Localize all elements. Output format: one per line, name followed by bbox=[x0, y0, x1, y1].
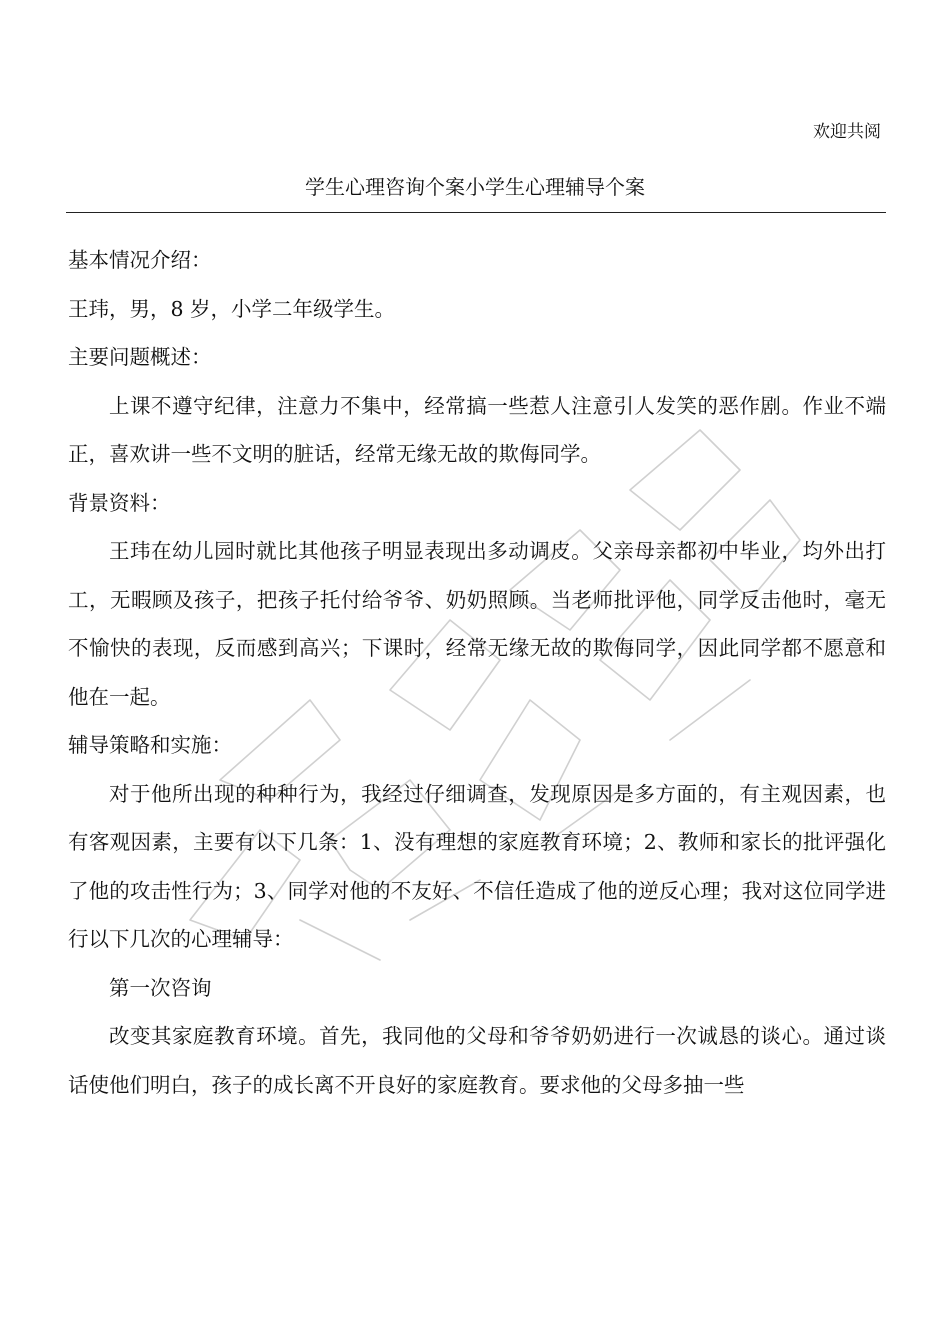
basic-info-text: 王玮，男，8 岁，小学二年级学生。 bbox=[68, 296, 396, 321]
first-session-text: 改变其家庭教育环境。首先，我同他的父母和爷爷奶奶进行一次诚恳的谈心。通过谈话使他们明白，孩子的成长离不开良好的家庭教育。要求他的父母多抽一些 bbox=[68, 1024, 886, 1097]
document-body bbox=[68, 236, 886, 1109]
section-heading-strategy: 辅导策略和实施： bbox=[68, 733, 232, 757]
header-note: 欢迎共阅 bbox=[813, 122, 881, 142]
section-heading-basic-info: 基本情况介绍： bbox=[68, 248, 212, 272]
title-divider bbox=[66, 212, 886, 213]
document-title: 学生心理咨询个案小学生心理辅导个案 bbox=[305, 175, 645, 199]
strategy-text: 对于他所出现的种种行为，我经过仔细调查，发现原因是多方面的，有主观因素，也有客观因素，主要有以下几条：1、没有理想的家庭教育环境；2、教师和家长的批评强化了他的攻击性行为；3、同学对他的不友好、不信任造成了他的逆反心理；我对这位同学进行以下几次的心理辅导： bbox=[68, 781, 886, 951]
section-heading-background: 背景资料： bbox=[68, 490, 171, 515]
session-heading-first: 第一次咨询 bbox=[109, 975, 212, 1000]
main-problems-text: 上课不遵守纪律，注意力不集中，经常搞一些惹人注意引人发笑的恶作剧。作业不端正，喜欢讲一些不文明的脏话，经常无缘无故的欺侮同学。 bbox=[68, 393, 886, 466]
background-text: 王玮在幼儿园时就比其他孩子明显表现出多动调皮。父亲母亲都初中毕业，均外出打工，无暇顾及孩子，把孩子托付给爷爷、奶奶照顾。当老师批评他，同学反击他时，毫无不愉快的表现，反而感到高兴；下课时，经常无缘无故的欺侮同学，因此同学都不愿意和他在一起。 bbox=[68, 539, 886, 709]
section-heading-main-problems: 主要问题概述： bbox=[68, 345, 212, 369]
